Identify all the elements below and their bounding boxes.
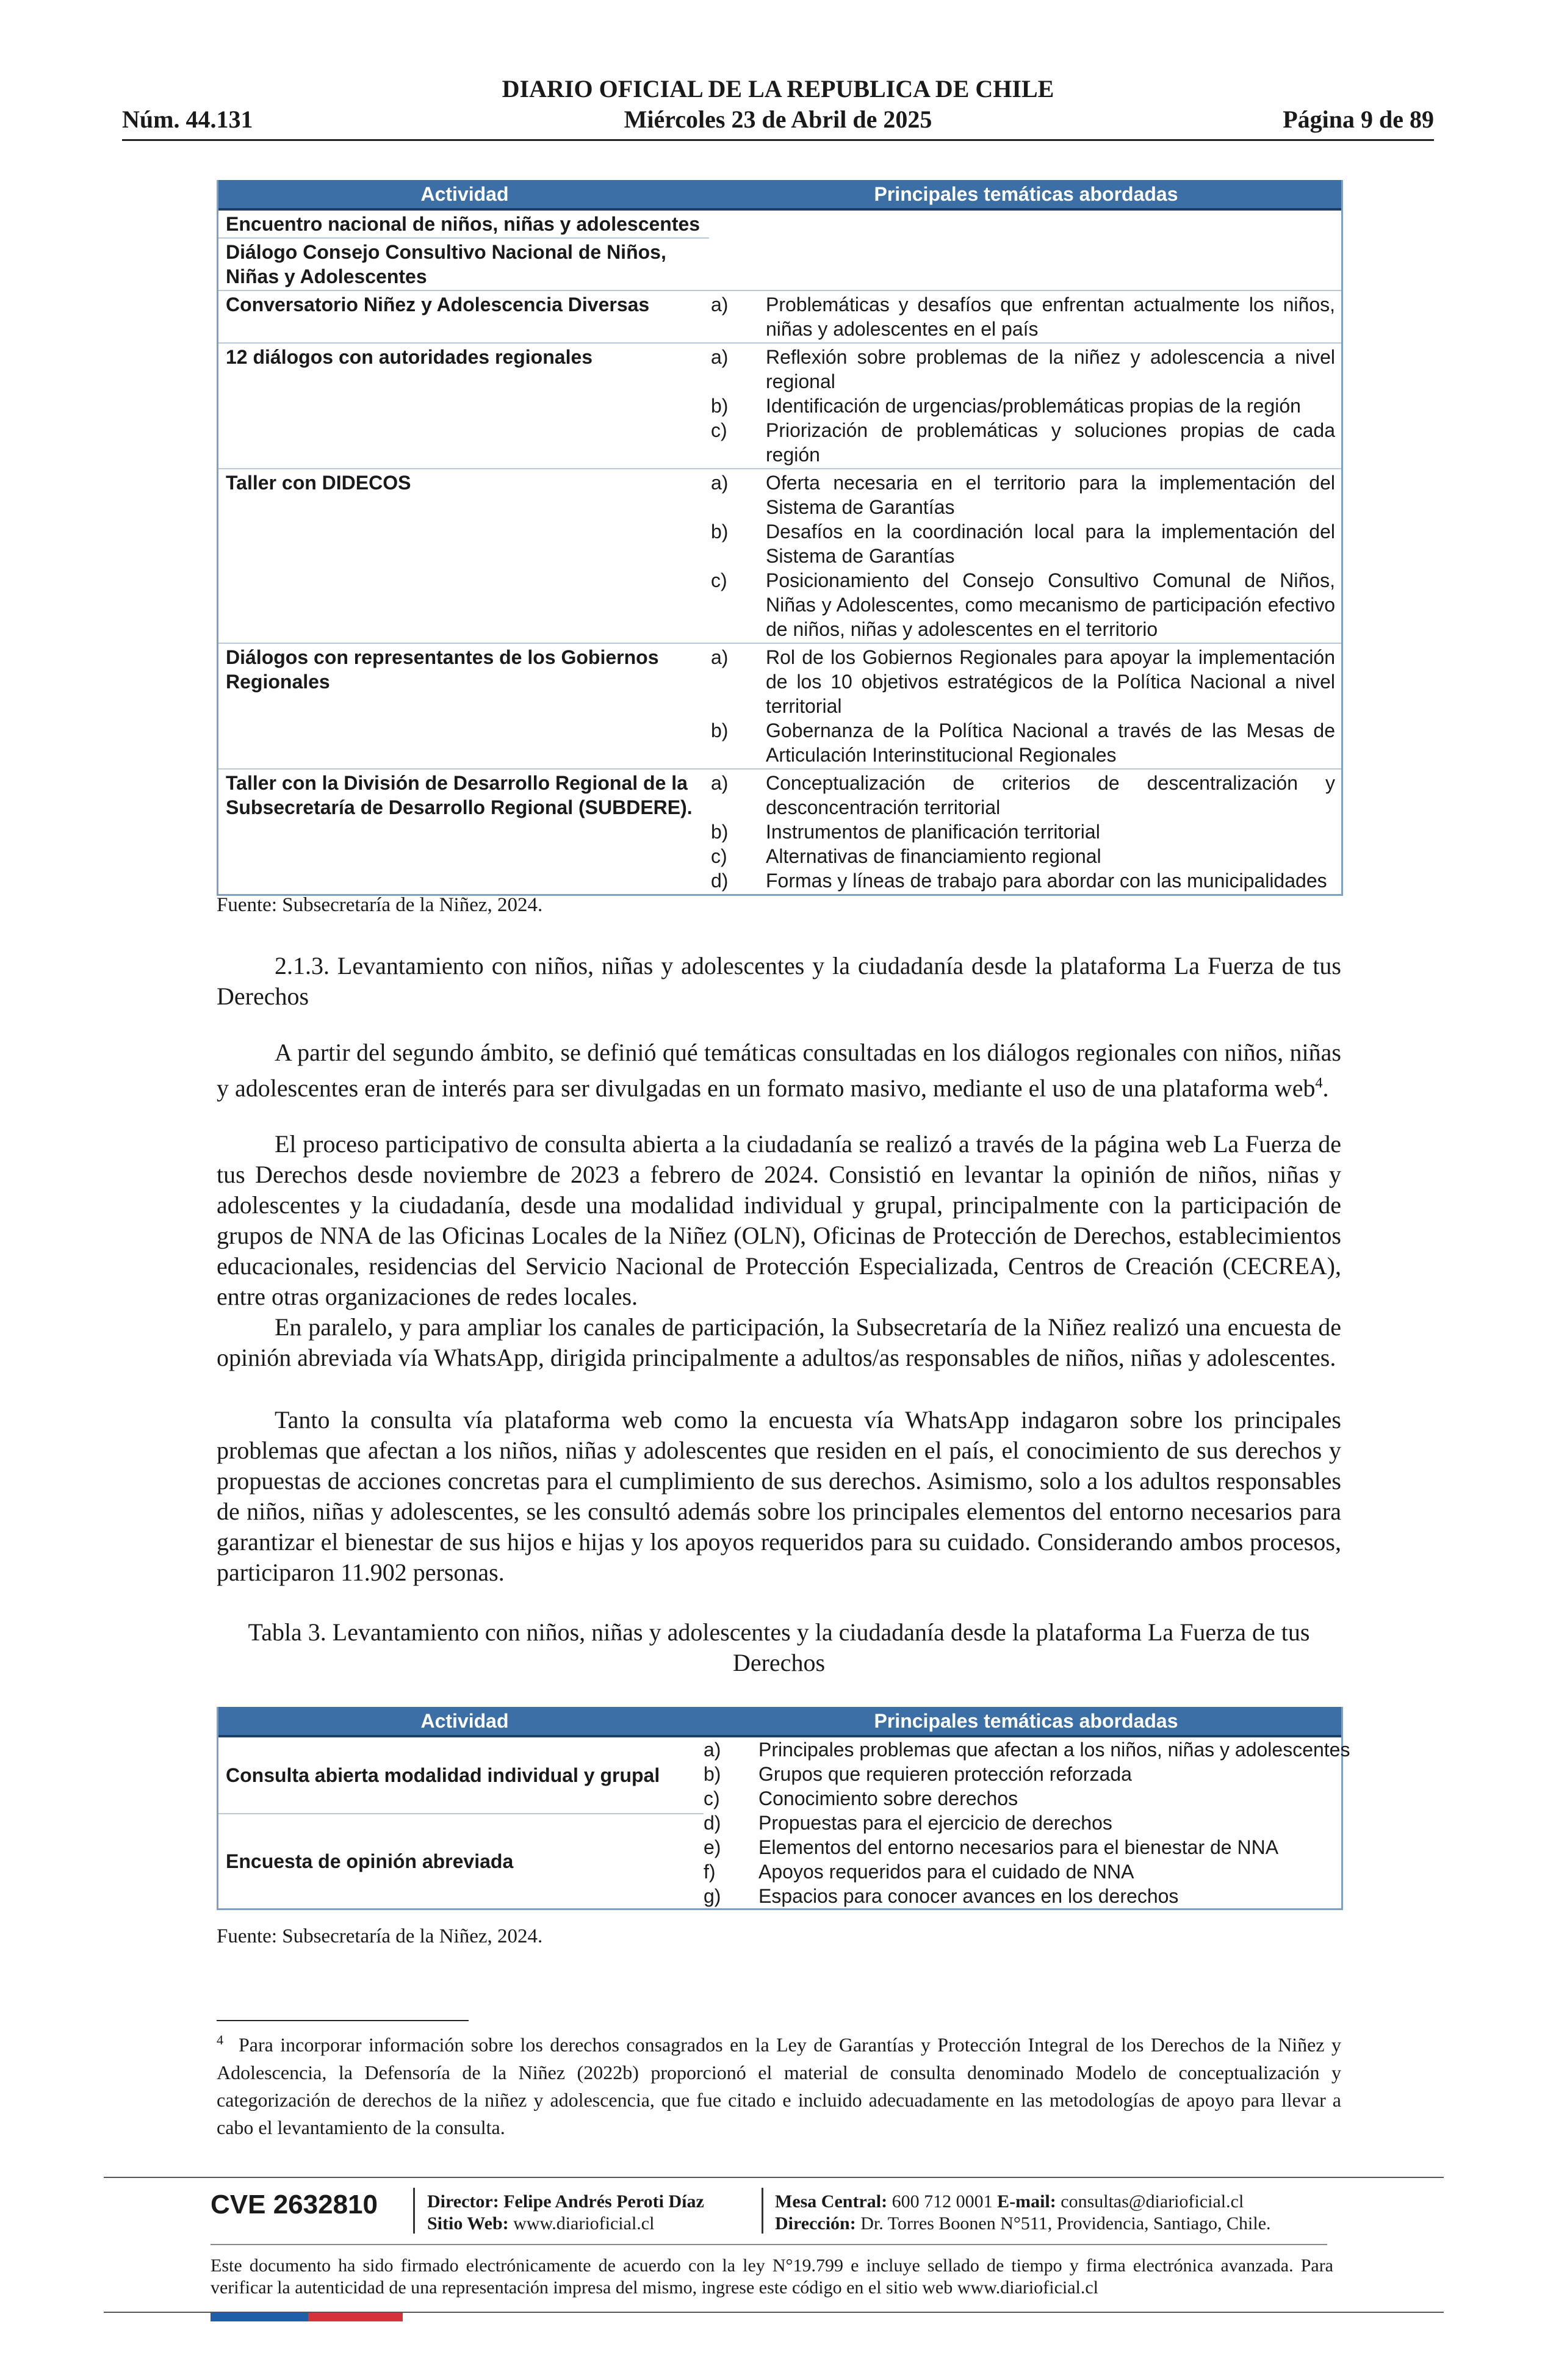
section-heading: 2.1.3. Levantamiento con niños, niñas y adolescentes y la ciudadanía desde la plataforma La Fuerza de tus Derechos <box>217 952 1341 1010</box>
topic-item: a) Reflexión sobre problemas de la niñez y adolescencia a nivel regional <box>711 346 1335 392</box>
topic-item: e) Elementos del entorno necesarios para el bienestar de NNA <box>704 1836 1279 1858</box>
header-topics: Principales temáticas abordadas <box>874 183 1178 205</box>
footer-contact: Mesa Central: 600 712 0001 E-mail: consultas@diarioficial.cl Dirección: Dr. Torres Boonen N°511, Providencia, Santiago, Chile. <box>775 2191 1271 2234</box>
table-header <box>218 1707 1341 1737</box>
topic-item: b) Desafíos en la coordinación local para la implementación del Sistema de Garantías <box>711 521 1335 567</box>
footer-rule-mid <box>211 2244 1327 2245</box>
footer-rule-top <box>104 2177 1444 2178</box>
topic-item: b) Identificación de urgencias/problemáticas propias de la región <box>711 395 1301 417</box>
topic-item: b) Grupos que requieren protección reforzada <box>704 1763 1132 1785</box>
table-body <box>218 290 1341 894</box>
topic-item: a) Conceptualización de criterios de descentralización y desconcentración territorial <box>711 772 1335 818</box>
activity-cell: Diálogo Consejo Consultivo Nacional de Niños, Niñas y Adolescentes <box>226 241 666 287</box>
topic-item: c) Conocimiento sobre derechos <box>704 1787 1018 1809</box>
activity-cell: Encuesta de opinión abreviada <box>226 1850 514 1872</box>
activity-cell: Taller con la División de Desarrollo Regional de la Subsecretaría de Desarrollo Regional (SUBDERE). <box>226 772 693 818</box>
cve-code: CVE 2632810 <box>211 2190 378 2220</box>
topic-item: c) Priorización de problemáticas y soluciones propias de cada región <box>711 419 1335 466</box>
table-row <box>218 1737 1350 1908</box>
activity-cell: Diálogos con representantes de los Gobiernos Regionales <box>226 646 659 693</box>
table-row <box>218 468 1341 643</box>
table-header <box>218 180 1341 211</box>
legal-notice: Este documento ha sido firmado electrónicamente de acuerdo con la ley N°19.799 e incluye sellado de tiempo y firma electrónica avanzada. Para verificar la autenticidad de una representación impresa del mismo, ingrese este código en el sitio web www.diarioficial.cl <box>211 2256 1333 2298</box>
table-row <box>218 643 1341 768</box>
topic-item: c) Alternativas de financiamiento regional <box>711 845 1101 867</box>
topic-item: b) Gobernanza de la Política Nacional a través de las Mesas de Articulación Interinstitucional Regionales <box>711 719 1335 766</box>
topics-cell <box>711 344 1341 468</box>
footnote: $^4$ Para incorporar información sobre los derechos consagrados en la Ley de Garantías y Protección Integral de los Derechos de la Niñez y Adolescencia, la Defensoría de la Niñez (2022b) proporcionó el material de consulta denominado Modelo de conceptualización y categorización de derechos de la niñez y adolescencia, que fue citado e incluido adecuadamente en las metodologías de apoyo para llevar a cabo el levantamiento de la consulta. <box>217 2032 1341 2138</box>
paragraph-4: Tanto la consulta vía plataforma web como la encuesta vía WhatsApp indagaron sobre los principales problemas que afectan a los niños, niñas y adolescentes que residen en el país, el conocimiento de sus derechos y propuestas de acciones concretas para el cumplimiento de sus derechos. Asimismo, solo a los adultos responsables de niños, niñas y adolescentes, se les consultó además sobre los principales elementos del entorno necesarios para garantizar el bienestar de sus hijos e hijas y los apoyos requeridos para su cuidado. Considerando ambos procesos, participaron 11.902 personas. <box>217 1406 1341 1586</box>
table-activities-1 <box>217 180 1343 896</box>
activity-cell: Consulta abierta modalidad individual y grupal <box>218 1737 704 1814</box>
header-topics: Principales temáticas abordadas <box>874 1710 1178 1732</box>
flag-stripe-red <box>308 2313 403 2321</box>
table1-source: Fuente: Subsecretaría de la Niñez, 2024. <box>217 894 543 916</box>
topic-item: b) Instrumentos de planificación territorial <box>711 821 1100 843</box>
table2-title: Tabla 3. Levantamiento con niños, niñas y adolescentes y la ciudadanía desde la plataforma La Fuerza de tus Derechos <box>248 1618 1310 1676</box>
flag-stripe-blue <box>211 2313 308 2321</box>
activity-cell: Conversatorio Niñez y Adolescencia Diversas <box>226 294 650 316</box>
paragraph-3: En paralelo, y para ampliar los canales de participación, la Subsecretaría de la Niñez realizó una encuesta de opinión abreviada vía WhatsApp, dirigida principalmente a adultos/as responsables de niños, niñas y adolescentes. <box>217 1313 1341 1371</box>
footnote-rule <box>217 2020 469 2021</box>
page-number: Página 9 de 89 <box>1283 106 1434 133</box>
topic-item: f) Apoyos requeridos para el cuidado de NNA <box>704 1861 1134 1883</box>
topic-item: d) Formas y líneas de trabajo para abordar con las municipalidades <box>711 870 1327 892</box>
topics-cell <box>711 469 1341 643</box>
activity-cell: Encuentro nacional de niños, niñas y adolescentes <box>218 211 709 239</box>
topic-item: d) Propuestas para el ejercicio de derechos <box>704 1812 1112 1834</box>
table-activities-2 <box>217 1707 1350 1910</box>
topics-cell <box>711 770 1341 894</box>
issue-date: Miércoles 23 de Abril de 2025 <box>624 106 932 133</box>
header-activity: Actividad <box>420 1710 509 1732</box>
topics-cell <box>704 1737 1356 1908</box>
topic-item: c) Posicionamiento del Consejo Consultivo Comunal de Niños, Niñas y Adolescentes, como mecanismo de participación efectivo de niños, niñas y adolescentes en el territorio <box>711 569 1335 640</box>
topics-cell <box>711 291 1341 342</box>
header-rule <box>122 139 1434 141</box>
header-activity: Actividad <box>420 183 509 205</box>
table-row <box>218 768 1341 894</box>
site-link[interactable]: www.diarioficial.cl <box>513 2213 655 2234</box>
table-row <box>218 290 1341 342</box>
paragraph-1: A partir del segundo ámbito, se definió qué temáticas consultadas en los diálogos regionales con niños, niñas y adolescentes eran de interés para ser divulgadas en un formato masivo, mediante el uso de una plataforma web$^4$. <box>217 1039 1341 1102</box>
topic-item: a) Principales problemas que afectan a los niños, niñas y adolescentes <box>704 1739 1350 1761</box>
email-link[interactable]: consultas@diarioficial.cl <box>1061 2191 1244 2212</box>
topic-item: g) Espacios para conocer avances en los derechos <box>704 1885 1179 1907</box>
topic-item: a) Oferta necesaria en el territorio para la implementación del Sistema de Garantías <box>711 472 1335 518</box>
footer-divider <box>413 2188 415 2234</box>
issue-number: Núm. 44.131 <box>122 106 253 133</box>
journal-title: DIARIO OFICIAL DE LA REPUBLICA DE CHILE <box>502 75 1054 103</box>
activity-cell: 12 diálogos con autoridades regionales <box>226 346 593 368</box>
table2-source: Fuente: Subsecretaría de la Niñez, 2024. <box>217 1925 543 1947</box>
topic-item: a) Problemáticas y desafíos que enfrentan actualmente los niños, niñas y adolescentes en el país <box>711 294 1335 340</box>
table-row <box>218 211 1341 290</box>
topic-item: a) Rol de los Gobiernos Regionales para apoyar la implementación de los 10 objetivos estratégicos de la Política Nacional a nivel territorial <box>711 646 1335 717</box>
activity-cell: Taller con DIDECOS <box>226 472 411 494</box>
topics-cell <box>711 644 1341 768</box>
table-row <box>218 342 1341 468</box>
footer-director: Director: Felipe Andrés Peroti Díaz Sitio Web: www.diarioficial.cl <box>427 2191 704 2234</box>
footnote-ref: 4 <box>1315 1075 1323 1091</box>
paragraph-2: El proceso participativo de consulta abierta a la ciudadanía se realizó a través de la página web La Fuerza de tus Derechos desde noviembre de 2023 a febrero de 2024. Consistió en levantar la opinión de niños, niñas y adolescentes y la ciudadanía, desde una modalidad individual y grupal, principalmente con la participación de grupos de NNA de las Oficinas Locales de la Niñez (OLN), Oficinas de Protección de Derechos, establecimientos educacionales, residencias del Servicio Nacional de Protección Especializada, Centros de Creación (CECREA), entre otras organizaciones de redes locales. <box>217 1130 1341 1310</box>
footer-divider <box>762 2188 763 2234</box>
